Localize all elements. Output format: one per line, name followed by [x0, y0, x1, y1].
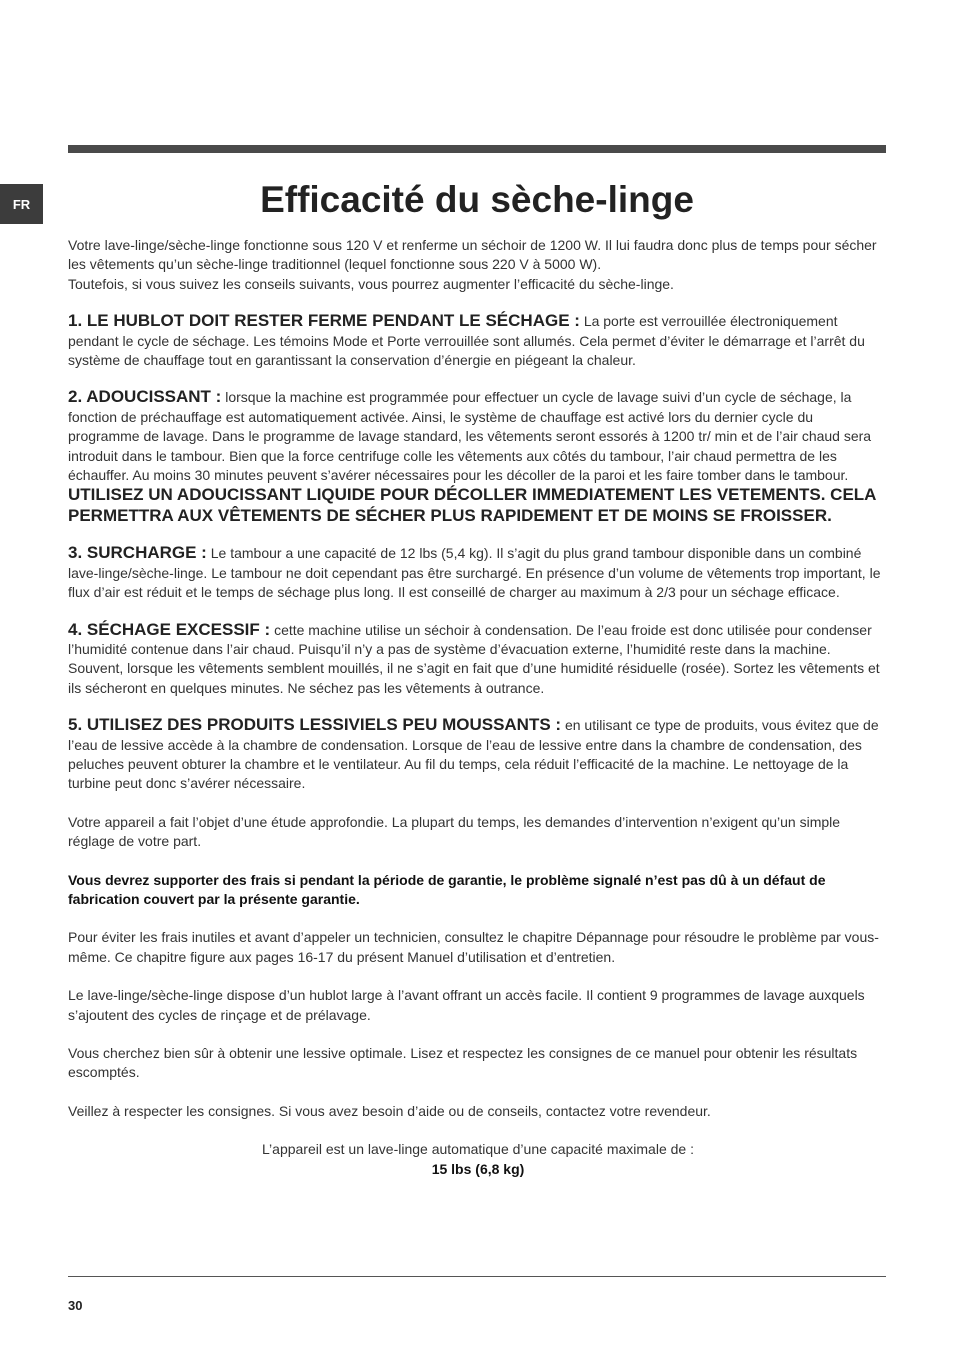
- section-door: [68, 311, 888, 370]
- section-softener: [68, 387, 888, 526]
- section-heading: 4. SÉCHAGE EXCESSIF :: [68, 619, 271, 639]
- bottom-rule: [68, 1276, 886, 1277]
- section-overload: [68, 543, 888, 602]
- page-title: Efficacité du sèche-linge: [260, 179, 694, 220]
- section-text: La porte est verrouillée électroniquement pendant le cycle de séchage. Les témoins Mode et Porte verrouillée sont allumés. Cela permet d’éviter le démarrage et l’arrêt du système de chauffage tout en garantissant la conservation d’énergie en piégeant la chaleur.: [68, 313, 865, 369]
- section-text: en utilisant ce type de produits, vous évitez que de l’eau de lessive accède à la chambre de condensation. Lorsque de l’eau de lessive entre dans la chambre de condensation, des peluches peuvent obturer la chambre et le ventilateur. Au fil du temps, cela réduit l’efficacité de la machine. Le nettoyage de la turbine peut donc s’avérer nécessaire.: [68, 717, 879, 792]
- programs-paragraph: Le lave-linge/sèche-linge dispose d’un hublot large à l’avant offrant un accès facile. Il contient 9 programmes de lavage auxquels s’ajoutent des cycles de rinçage et de prélavage.: [68, 987, 865, 1023]
- section-overdrying: [68, 620, 888, 699]
- section-heading: 2. ADOUCISSANT :: [68, 387, 222, 407]
- section-emphasis: UTILISEZ UN ADOUCISSANT LIQUIDE POUR DÉCOLLER IMMEDIATEMENT LES VETEMENTS. CELA PERMETTRA AUX VÊTEMENTS DE SÉCHER PLUS RAPIDEMENT ET DE MOINS SE FROISSER.: [68, 485, 876, 525]
- top-rule: [68, 145, 886, 153]
- intro-paragraph-1: Votre lave-linge/sèche-linge fonctionne sous 120 V et renferme un séchoir de 1200 W. Il lui faudra donc plus de temps pour sécher les vêtements qu’un sèche-linge traditionnel (lequel fonctionne sous 220 V à 5000 W).: [68, 237, 877, 273]
- results-paragraph: Vous cherchez bien sûr à obtenir une lessive optimale. Lisez et respectez les consignes de ce manuel pour obtenir les résultats escomptés.: [68, 1045, 858, 1081]
- section-heading: 5. UTILISEZ DES PRODUITS LESSIVIELS PEU MOUSSANTS :: [68, 715, 562, 735]
- section-text: lorsque la machine est programmée pour effectuer un cycle de lavage suivi d’un cycle de séchage, la fonction de préchauffage est automatiquement activée. Ainsi, le système de chauffage est activé lors du dernier cycle du programme de lavage. Dans le programme de lavage standard, les vêtements seront essorés à 1200 tr/ min et de l’air chaud sera introduit dans le tambour. Bien que la force centrifuge colle les vêtements aux côtés du tambour, l’air chaud permettra de les échauffer. Au moins 30 minutes peuvent s’avérer nécessaires pour les décoller de la paroi et les faire tomber dans le tambour.: [68, 389, 872, 484]
- dealer-paragraph: Veillez à respecter les consignes. Si vous avez besoin d’aide ou de conseils, contactez votre revendeur.: [68, 1102, 711, 1119]
- page-number: 30: [68, 1298, 83, 1313]
- page-content: [68, 236, 888, 1179]
- section-text: cette machine utilise un séchoir à condensation. De l’eau froide est donc utilisée pour condenser l’humidité contenue dans l’air chaud. Puisqu’il n’y a pas de système d’évacuation externe, l’humidité reste dans la machine. Souvent, lorsque les vêtements semblent mouillés, il ne s’agit en fait que d’une humidité résiduelle (rosée). Sortez les vêtements et ils sécheront en quelques minutes. Ne séchez pas les vêtements à outrance.: [68, 621, 880, 696]
- language-tab: [0, 184, 43, 224]
- section-low-foam: [68, 715, 888, 794]
- troubleshoot-paragraph: Pour éviter les frais inutiles et avant d’appeler un technicien, consultez le chapitre Dépannage pour résoudre le problème par vous-même. Ce chapitre figure aux pages 16-17 du présent Manuel d’utilisation et d’entretien.: [68, 929, 879, 965]
- warranty-note: Vous devrez supporter des frais si pendant la période de garantie, le problème signalé n’est pas dû à un défaut de fabrication couvert par la présente garantie.: [68, 871, 826, 907]
- section-heading: 3. SURCHARGE :: [68, 543, 207, 563]
- capacity-block: [68, 1140, 888, 1179]
- capacity-line: L’appareil est un lave-linge automatique d’une capacité maximale de :: [262, 1141, 694, 1158]
- capacity-value: 15 lbs (6,8 kg): [431, 1160, 525, 1177]
- language-tab-label: FR: [12, 196, 31, 212]
- section-heading: 1. LE HUBLOT DOIT RESTER FERME PENDANT LE SÉCHAGE :: [68, 311, 580, 331]
- section-text: Le tambour a une capacité de 12 lbs (5,4 kg). Il s’agit du plus grand tambour disponible dans un combiné lave-linge/sèche-linge. Le tambour ne doit cependant pas être surchargé. En présence d’un volume de vêtements trop important, le flux d’air est réduit et le temps de séchage plus long. Il est conseillé de charger au maximum à 2/3 pour un séchage efficace.: [68, 545, 881, 601]
- study-paragraph: Votre appareil a fait l’objet d’une étude approfondie. La plupart du temps, les demandes d’intervention n’exigent qu’un simple réglage de votre part.: [68, 813, 841, 850]
- intro-paragraph-2: Toutefois, si vous suivez les conseils suivants, vous pourrez augmenter l’efficacité du sèche-linge.: [68, 275, 674, 292]
